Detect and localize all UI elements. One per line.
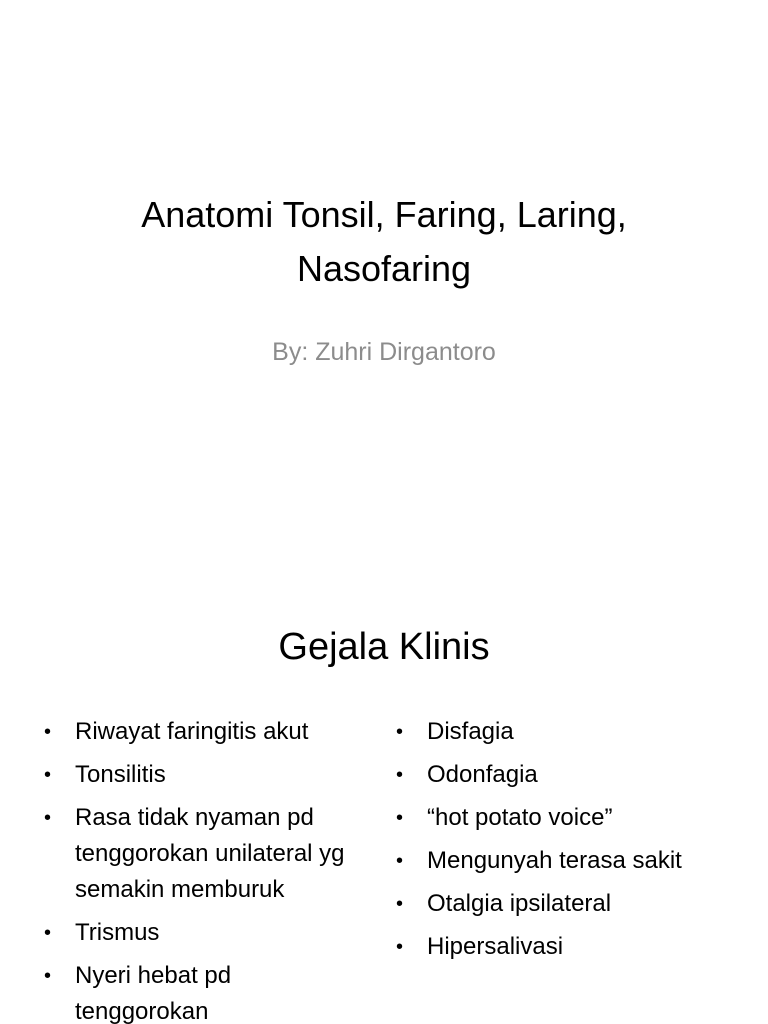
- bullet-icon: •: [396, 850, 404, 872]
- content-slide: [0, 600, 768, 1024]
- bullet-list-left: [44, 714, 364, 1024]
- bullet-icon: •: [396, 721, 404, 743]
- slide-subtitle: By: Zuhri Dirgantoro: [272, 338, 496, 366]
- list-item-text: Trismus: [75, 919, 160, 946]
- list-item: [396, 843, 736, 879]
- list-item: [396, 800, 736, 836]
- bullet-list-right: [396, 714, 736, 972]
- list-item-text: Riwayat faringitis akut: [75, 718, 309, 745]
- list-item-text: Otalgia ipsilateral: [427, 890, 612, 917]
- list-item: [396, 886, 736, 922]
- list-item-text: Rasa tidak nyaman pd tenggorokan unilateral yg semakin memburuk: [75, 804, 345, 903]
- bullet-icon: •: [44, 807, 52, 829]
- bullet-icon: •: [396, 807, 404, 829]
- list-item-text: Odonfagia: [427, 761, 538, 788]
- slide-title-line-1: Anatomi Tonsil, Faring, Laring,: [141, 194, 627, 235]
- list-item: [44, 958, 364, 1024]
- list-item-text: Mengunyah terasa sakit: [427, 847, 682, 874]
- list-item-text: Nyeri hebat pd tenggorokan: [75, 962, 232, 1024]
- slide-heading: Gejala Klinis: [278, 626, 490, 668]
- list-item: [396, 929, 736, 965]
- bullet-icon: •: [44, 922, 52, 944]
- list-item-text: Hipersalivasi: [427, 933, 564, 960]
- list-item-text: Disfagia: [427, 718, 514, 745]
- bullet-icon: •: [44, 965, 52, 987]
- list-item-text: Tonsilitis: [75, 761, 166, 788]
- list-item: [44, 757, 364, 793]
- slide-title: [40, 188, 728, 296]
- list-item: [396, 714, 736, 750]
- bullet-icon: •: [396, 764, 404, 786]
- list-item: [44, 915, 364, 951]
- list-item: [396, 757, 736, 793]
- list-item: [44, 714, 364, 750]
- list-item: [44, 800, 364, 908]
- slide-title-line-2: Nasofaring: [296, 248, 472, 289]
- bullet-icon: •: [44, 764, 52, 786]
- bullet-icon: •: [396, 936, 404, 958]
- bullet-icon: •: [44, 721, 52, 743]
- bullet-icon: •: [396, 893, 404, 915]
- list-item-text: “hot potato voice”: [427, 804, 613, 831]
